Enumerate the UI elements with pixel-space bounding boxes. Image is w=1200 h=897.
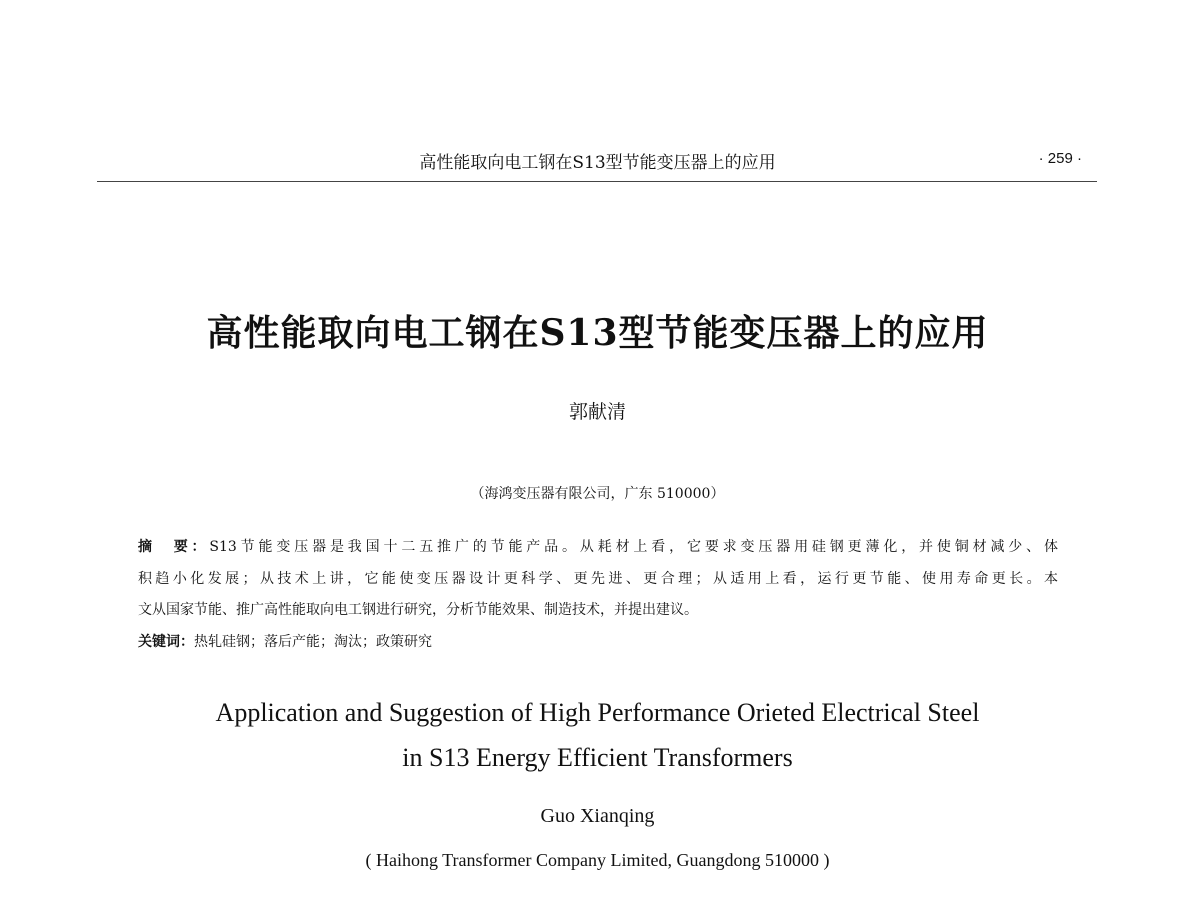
running-header-title: 高性能取向电工钢在S13型节能变压器上的应用 bbox=[419, 153, 776, 173]
abstract-label: 摘 要： bbox=[138, 539, 210, 555]
author: 郭献清 bbox=[568, 401, 626, 423]
keywords bbox=[138, 631, 1058, 651]
abstract-line: 文从国家节能、推广高性能取向电工钢进行研究，分析节能效果、制造技术，并提出建议。 bbox=[138, 602, 698, 618]
paper-title: 高性能取向电工钢在S13型节能变压器上的应用 bbox=[206, 312, 989, 354]
english-author: Guo Xianqing bbox=[540, 805, 655, 827]
english-affiliation: ( Haihong Transformer Company Limited, Guangdong 510000 ) bbox=[365, 850, 830, 870]
abstract-line: 积趋小化发展；从技术上讲，它能使变压器设计更科学、更先进、更合理；从适用上看，运行更节能、使用寿命更长。本 bbox=[138, 571, 1058, 587]
keywords-label: 关键词： bbox=[138, 634, 194, 650]
page-number: · 259 · bbox=[1038, 150, 1082, 167]
english-title-line-2: in S13 Energy Efficient Transformers bbox=[402, 743, 793, 772]
affiliation: （海鸿变压器有限公司，广东 510000） bbox=[470, 486, 725, 502]
english-title-line-1: Application and Suggestion of High Performance Orieted Electrical Steel bbox=[215, 698, 980, 727]
abstract-text: S13节能变压器是我国十二五推广的节能产品。从耗材上看，它要求变压器用硅钢更薄化，并使铜材减少、体 bbox=[209, 539, 1059, 555]
header-rule bbox=[97, 181, 1097, 182]
keywords-text: 热轧硅钢；落后产能；淘汰；政策研究 bbox=[194, 634, 432, 650]
abstract-line bbox=[138, 536, 1058, 556]
